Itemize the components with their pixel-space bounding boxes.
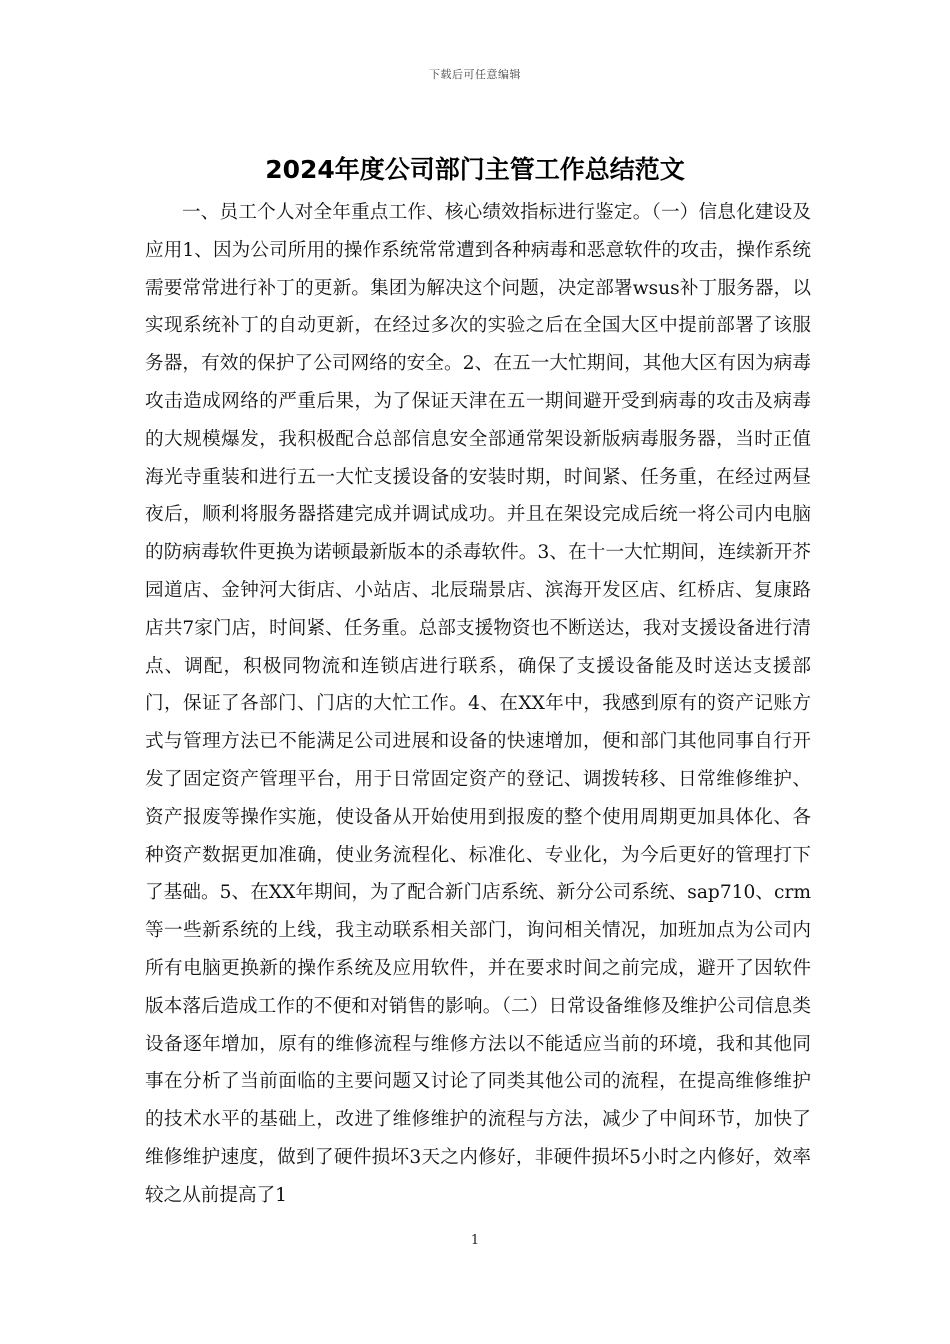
page-number: 1 [470,1233,480,1248]
header-note: 下载后可任意编辑 [429,68,521,81]
document-title: 2024年度公司部门主管工作总结范文 [265,155,685,184]
document-body: 一、员工个人对全年重点工作、核心绩效指标进行鉴定。（一）信息化建设及应用1、因为公司所用的操作系统常常遭到各种病毒和恶意软件的攻击，操作系统需要常常进行补丁的更新。集团为解决这个问题，决定部署wsus补丁服务器，以实现系统补丁的自动更新，在经过多次的实验之后在全国大区中提前部署了该服务器，有效的保护了公司网络的安全。2、在五一大忙期间，其他大区有因为病毒攻击造成网络的严重后果，为了保证天津在五一期间避开受到病毒的攻击及病毒的大规模爆发，我积极配合总部信息安全部通常架设新版病毒服务器，当时正值海光寺重装和进行五一大忙支援设备的安装时期，时间紧、任务重，在经过两昼夜后，顺利将服务器搭建完成并调试成功。并且在架设完成后统一将公司内电脑的防病毒软件更换为诺顿最新版本的杀毒软件。3、在十一大忙期间，连续新开芥园道店、金钟河大街店、小站店、北辰瑞景店、滨海开发区店、红桥店、复康路店共7家门店，时间紧、任务重。总部支援物资也不断送达，我对支援设备进行清点、调配，积极同物流和连锁店进行联系，确保了支援设备能及时送达支援部门，保证了各部门、门店的大忙工作。4、在XX年中，我感到原有的资产记账方式与管理方法已不能满足公司进展和设备的快速增加，便和部门其他同事自行开发了固定资产管理平台，用于日常固定资产的登记、调拨转移、日常维修维护、资产报废等操作实施，使设备从开始使用到报废的整个使用周期更加具体化、各种资产数据更加准确，使业务流程化、标准化、专业化，为今后更好的管理打下了基础。5、在XX年期间，为了配合新门店系统、新分公司系统、sap710、crm等一些新系统的上线，我主动联系相关部门，询问相关情况，加班加点为公司内所有电脑更换新的操作系统及应用软件，并在要求时间之前完成，避开了因软件版本落后造成工作的不便和对销售的影响。（二）日常设备维修及维护公司信息类设备逐年增加，原有的维修流程与维修方法以不能适应当前的环境，我和其他同事在分析了当前面临的主要问题又讨论了同类其他公司的流程，在提高维修维护的技术水平的基础上，改进了维修维护的流程与方法，减少了中间环节，加快了维修维护速度，做到了硬件损坏3天之内修好，非硬件损坏5小时之内修好，效率较之从前提高了1 [145,202,811,1206]
